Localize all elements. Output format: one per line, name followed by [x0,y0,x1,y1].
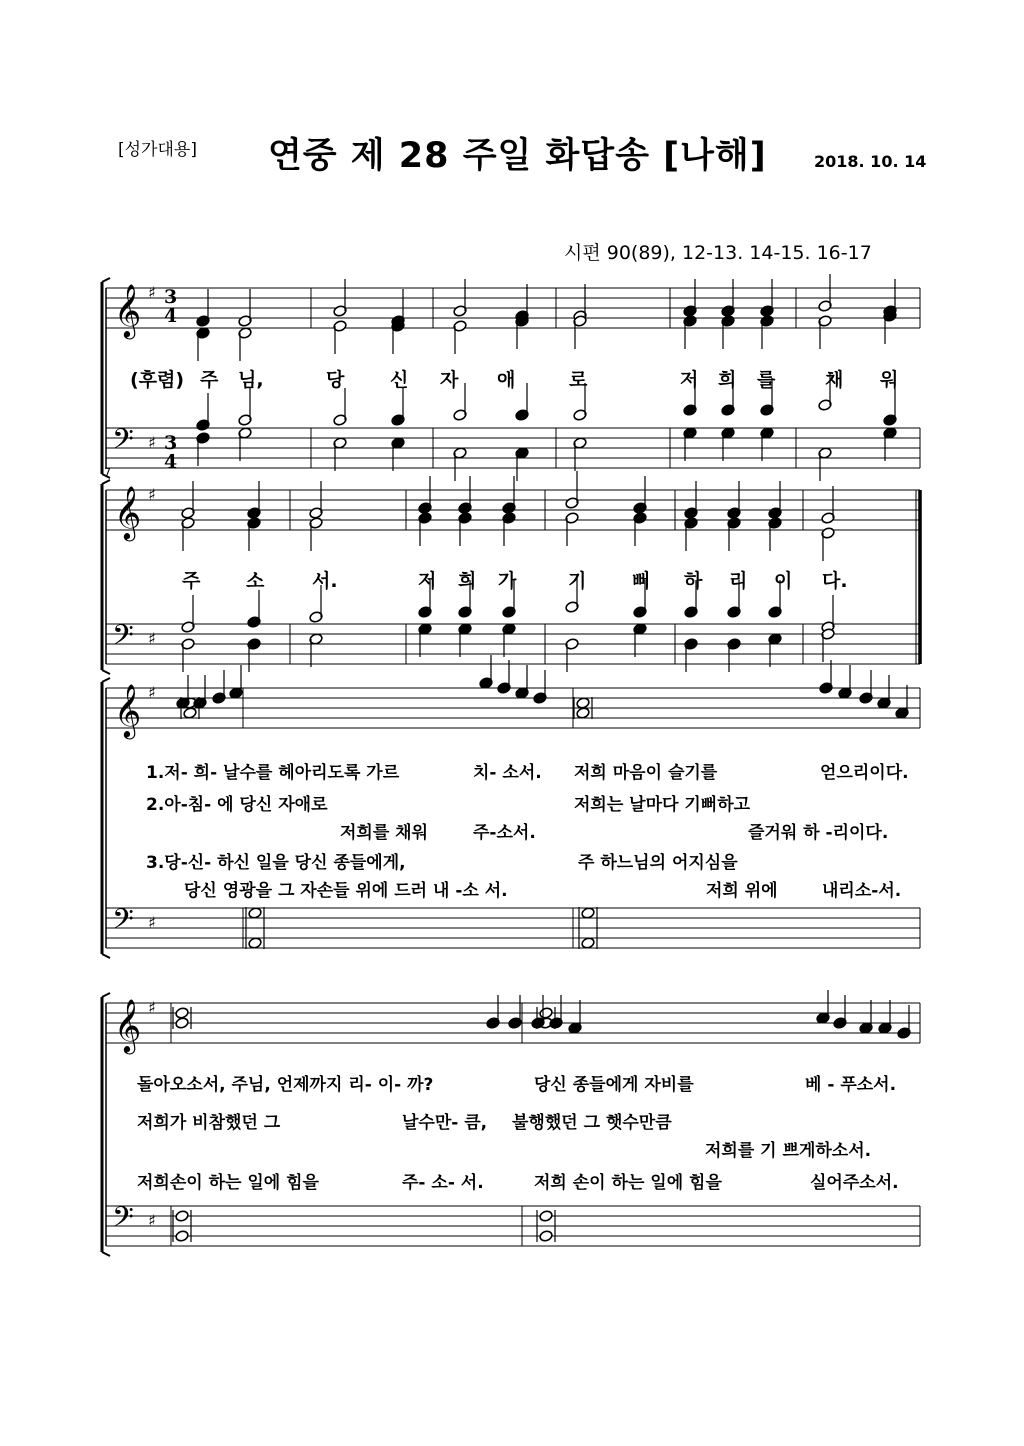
treble-clef-icon: 𝄞 [114,485,142,539]
refrain2-syllable: 소 [246,570,265,592]
treble-clef-icon: 𝄞 [114,283,142,337]
refrain2-syllable: 다. [822,570,848,592]
sharp-icon: ♯ [148,913,156,932]
verse2-a-mid: 저희는 날마다 기뻐하고 [574,795,751,815]
note-head [581,907,595,920]
verse1-b-mid: 당신 종들에게 자비를 [534,1075,694,1095]
treble-clef-icon: 𝄞 [114,683,142,737]
refrain2-syllable: 이 [774,570,793,592]
refrain1-syllable: 님, [238,369,264,391]
verse1-b-text: 돌아오소서, 주님, 언제까지 리- 이- 까? [137,1075,434,1095]
sharp-icon: ♯ [148,283,156,302]
verse1-b-end2: 베 - 푸소서. [805,1075,897,1095]
verse1-a-end2: 얻으리이다. [820,763,909,783]
sharp-icon: ♯ [148,998,156,1017]
refrain2-syllable: 가 [498,570,517,592]
choir-label: [성가대용] [118,140,197,160]
refrain2-syllable: 뻐 [632,570,651,592]
bass-clef-icon: 𝄢 [112,619,134,659]
verse3-a-mid: 주 하느님의 어지심을 [578,853,738,873]
note-head [175,1210,189,1223]
verse3-b-end1: 주- 소- 서. [402,1173,484,1193]
sharp-icon: ♯ [148,485,156,504]
verse3-b-mid: 저희 손이 하는 일에 힘을 [534,1173,722,1193]
sharp-icon: ♯ [148,1211,156,1230]
refrain1-syllable: 신 [390,369,409,391]
time-sig-top: 3 [164,286,178,308]
date: 2018. 10. 14 [814,152,927,171]
bass-clef-icon: 𝄢 [112,1201,134,1241]
note-head [576,707,590,720]
note-head [175,1007,189,1020]
verse2-b-text: 저희가 비참했던 그 [137,1113,281,1133]
verse1-a-end1: 치- 소서. [473,763,542,783]
verse3-a-text: 3.당-신- 하신 일을 당신 종들에게, [146,853,406,873]
refrain2-syllable: 리 [729,570,748,592]
refrain1-syllable: 자 [440,369,459,391]
verse1-a-text: 1.저- 희- 날수를 헤아리도록 가르 [146,763,400,783]
verse2b-b-end2: 저희를 기 쁘게하소서. [705,1141,872,1161]
verse2b-a-end1: 주-소서. [473,823,536,843]
sharp-icon: ♯ [148,433,156,452]
note-head [539,1230,553,1243]
refrain1-syllable: 당 [326,369,345,391]
bass-clef-icon: 𝄢 [112,903,134,943]
note-head [581,937,595,950]
verse2-b-end1: 날수만- 큼, [402,1113,488,1133]
verse2-b-mid: 불행했던 그 햇수만큼 [512,1113,672,1133]
sharp-icon: ♯ [148,629,156,648]
time-sig-bottom-bass: 4 [164,451,178,473]
page-title: 연중 제 28 주일 화답송 [나해] [268,136,767,176]
verse2b-a-end2: 즐거워 하 -리이다. [748,823,889,843]
refrain2-syllable: 하 [684,570,703,592]
note-head [248,907,262,920]
verse3-b-end2: 실어주소서. [810,1173,899,1193]
refrain1-syllable: 애 [497,369,516,391]
note-head [539,1210,553,1223]
refrain1-syllable: 저 [680,369,699,391]
note-head [175,1230,189,1243]
refrain1-syllable: 워 [880,369,899,391]
note-head [183,707,197,720]
refrain1-syllable: 채 [825,369,844,391]
verse1-a-mid: 저희 마음이 슬기를 [574,763,718,783]
note-head [576,697,590,710]
refrain2-syllable: 주 [182,570,201,592]
refrain1-syllable: 로 [569,369,588,391]
refrain2-syllable: 기 [568,570,587,592]
refrain2-syllable: 희 [458,570,477,592]
refrain1-syllable: (후렴) [130,369,185,391]
note-head [539,1007,553,1020]
verse3b-a-mid: 저희 위에 [706,881,778,901]
psalm-reference: 시편 90(89), 12-13. 14-15. 16-17 [564,242,872,264]
measure-number: 7 [104,466,111,479]
refrain1-syllable: 주 [200,369,219,391]
time-sig-top-bass: 3 [164,432,178,454]
verse2-a-text: 2.아-침- 에 당신 자애로 [146,795,328,815]
note-head [248,937,262,950]
verse2b-a-text: 저희를 채워 [340,823,429,843]
note-head [175,1017,189,1030]
refrain1-syllable: 를 [757,369,776,391]
treble-clef-icon: 𝄞 [114,998,142,1052]
verse3b-a-text: 당신 영광을 그 자손들 위에 드러 내 -소 서. [184,881,508,901]
sharp-icon: ♯ [148,683,156,702]
bass-clef-icon: 𝄢 [112,423,134,463]
verse3b-a-end2: 내리소-서. [822,881,902,901]
time-sig-bottom: 4 [164,305,178,327]
verse3-b-text: 저희손이 하는 일에 힘을 [137,1173,319,1193]
refrain1-syllable: 희 [718,369,737,391]
refrain2-syllable: 서. [312,570,338,592]
refrain2-syllable: 저 [418,570,437,592]
